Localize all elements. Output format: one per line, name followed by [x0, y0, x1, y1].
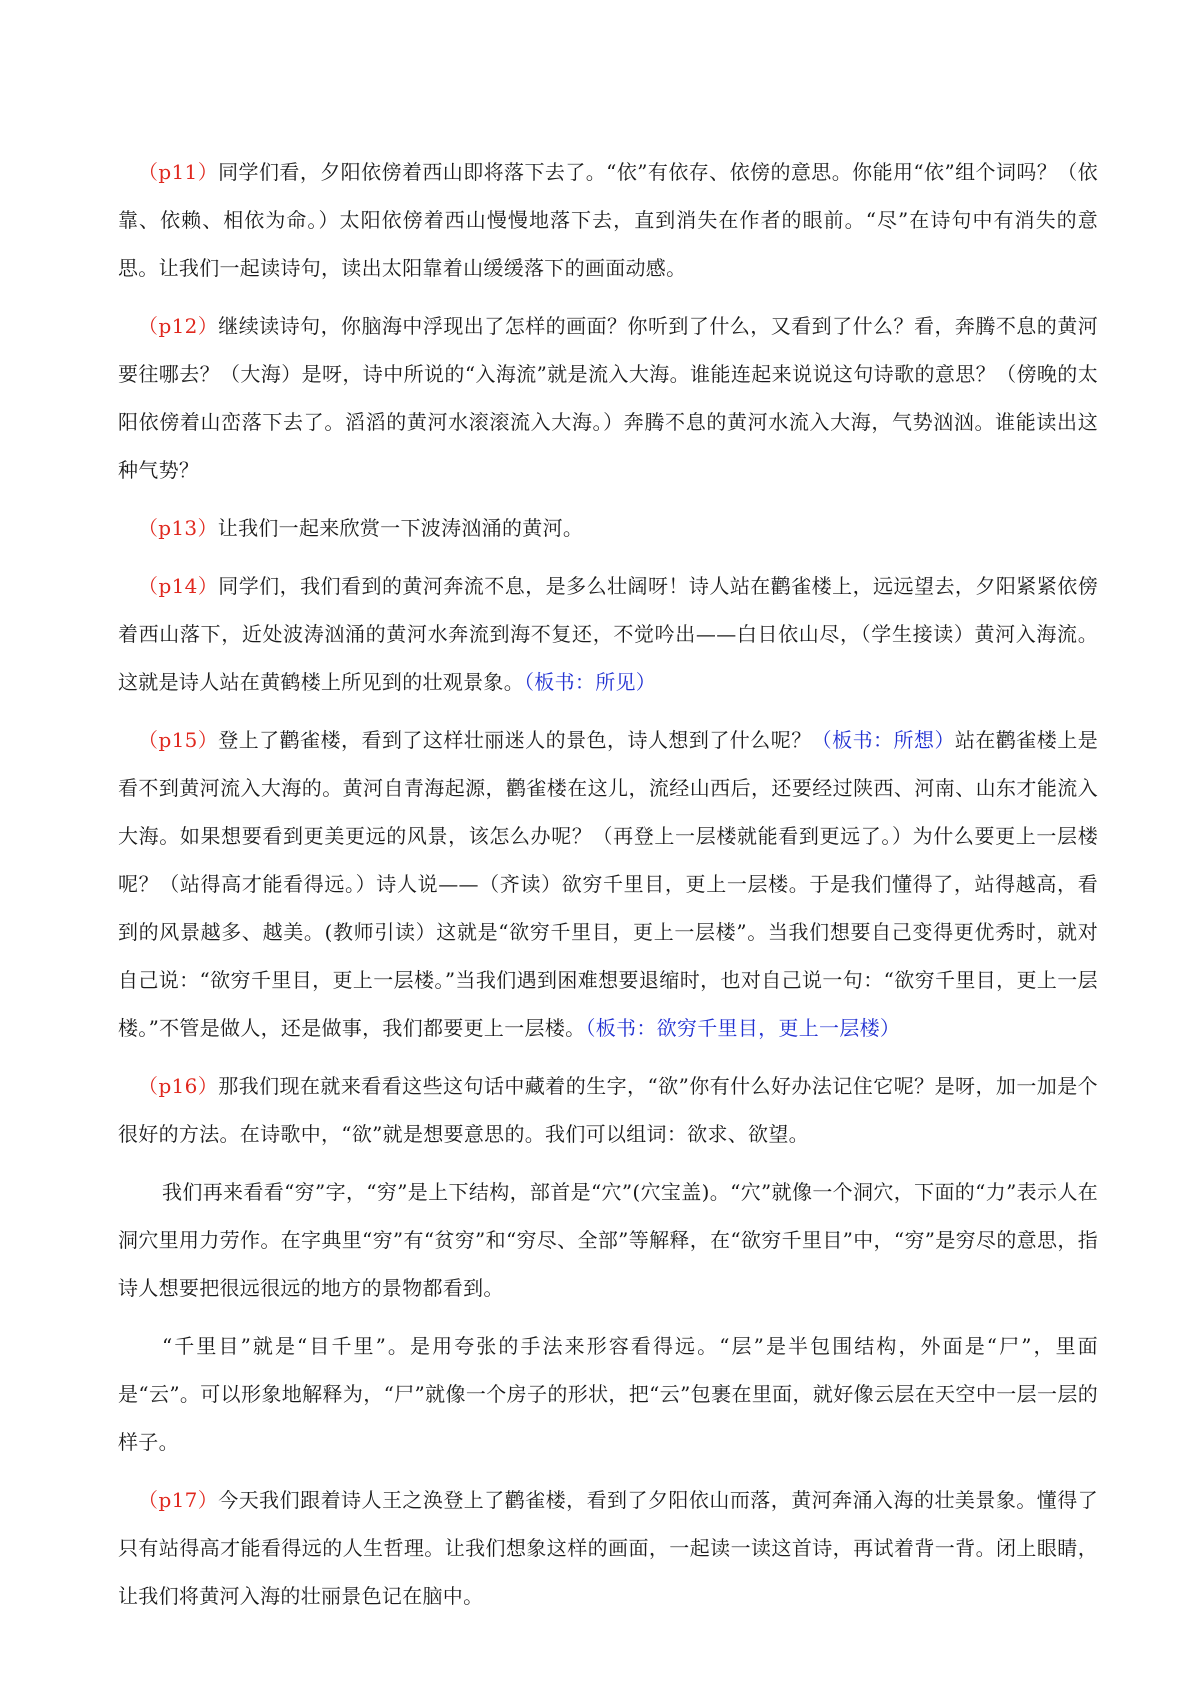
paragraph-p12 — [118, 302, 1098, 494]
paragraph-text: 登上了鹳雀楼，看到了这样壮丽迷人的景色，诗人想到了什么呢？ — [218, 728, 812, 752]
lesson-plan-page — [118, 148, 1098, 1630]
slide-marker: （p15） — [138, 728, 219, 752]
paragraph-p13 — [118, 504, 1098, 552]
paragraph-p15 — [118, 716, 1098, 1052]
paragraph-text: 同学们，我们看到的黄河奔流不息，是多么壮阔呀！诗人站在鹳雀楼上，远远望去，夕阳紧紧依傍着西山落下，近处波涛汹涌的黄河水奔流到海不复还，不觉吟出——白日依山尽，（学生接读）黄河入海流。这就是诗人站在黄鹤楼上所见到的壮观景象。 — [118, 574, 1098, 694]
paragraph-p14 — [118, 562, 1098, 706]
paragraph-p16 — [118, 1062, 1098, 1158]
slide-marker: （p14） — [138, 574, 219, 598]
slide-marker: （p16） — [138, 1074, 219, 1098]
paragraph-text: “千里目”就是“目千里”。是用夸张的手法来形容看得远。“层”是半包围结构，外面是“尸”，里面是“云”。可以形象地解释为，“尸”就像一个房子的形状，把“云”包裹在里面，就好像云层在天空中一层一层的样子。 — [118, 1334, 1098, 1454]
paragraph-text: 我们再来看看“穷”字，“穷”是上下结构，部首是“穴”(穴宝盖)。“穴”就像一个洞穴，下面的“力”表示人在洞穴里用力劳作。在字典里“穷”有“贫穷”和“穷尽、全部”等解释，在“欲穷千里目”中，“穷”是穷尽的意思，指诗人想要把很远很远的地方的景物都看到。 — [118, 1180, 1098, 1300]
paragraph-text: 那我们现在就来看看这些这句话中藏着的生字，“欲”你有什么好办法记住它呢？是呀，加一加是个很好的方法。在诗歌中，“欲”就是想要意思的。我们可以组词：欲求、欲望。 — [118, 1074, 1098, 1146]
slide-marker: （p13） — [138, 516, 218, 540]
paragraph-ceng — [118, 1322, 1098, 1466]
blackboard-note: （板书：所想） — [811, 728, 955, 752]
slide-marker: （p12） — [138, 314, 219, 338]
blackboard-note: （板书：所见） — [524, 670, 657, 694]
blackboard-note-final: （板书：欲穷千里目，更上一层楼） — [585, 1016, 901, 1040]
paragraph-text: 今天我们跟着诗人王之涣登上了鹳雀楼，看到了夕阳依山而落，黄河奔涌入海的壮美景象。懂得了只有站得高才能看得远的人生哲理。让我们想象这样的画面，一起读一读这首诗，再试着背一背。闭上眼睛，让我们将黄河入海的壮丽景色记在脑中。 — [118, 1488, 1098, 1608]
paragraph-p11 — [118, 148, 1098, 292]
slide-marker: （p11） — [138, 160, 219, 184]
paragraph-qiong — [118, 1168, 1098, 1312]
paragraph-text: 同学们看，夕阳依傍着西山即将落下去了。“依”有依存、依傍的意思。你能用“依”组个词吗？（依靠、依赖、相依为命。）太阳依傍着西山慢慢地落下去，直到消失在作者的眼前。“尽”在诗句中有消失的意思。让我们一起读诗句，读出太阳靠着山缓缓落下的画面动感。 — [118, 160, 1098, 280]
paragraph-text: 让我们一起来欣赏一下波涛汹涌的黄河。 — [217, 516, 584, 540]
paragraph-text-continued: 站在鹳雀楼上是看不到黄河流入大海的。黄河自青海起源，鹳雀楼在这儿，流经山西后，还要经过陕西、河南、山东才能流入大海。如果想要看到更美更远的风景，该怎么办呢？（再登上一层楼就能看到更远了。）为什么要更上一层楼呢？（站得高才能看得远。）诗人说——（齐读）欲穷千里目，更上一层楼。于是我们懂得了，站得越高，看到的风景越多、越美。(教师引读）这就是“欲穷千里目，更上一层楼”。当我们想要自己变得更优秀时，就对自己说：“欲穷千里目，更上一层楼。”当我们遇到困难想要退缩时，也对自己说一句：“欲穷千里目，更上一层楼。”不管是做人，还是做事，我们都要更上一层楼。 — [118, 728, 1098, 1040]
paragraph-p17 — [118, 1476, 1098, 1620]
paragraph-text: 继续读诗句，你脑海中浮现出了怎样的画面？你听到了什么，又看到了什么？看，奔腾不息的黄河要往哪去？（大海）是呀，诗中所说的“入海流”就是流入大海。谁能连起来说说这句诗歌的意思？（傍晚的太阳依傍着山峦落下去了。滔滔的黄河水滚滚流入大海。）奔腾不息的黄河水流入大海，气势汹汹。谁能读出这种气势？ — [118, 314, 1098, 482]
slide-marker: （p17） — [138, 1488, 219, 1512]
